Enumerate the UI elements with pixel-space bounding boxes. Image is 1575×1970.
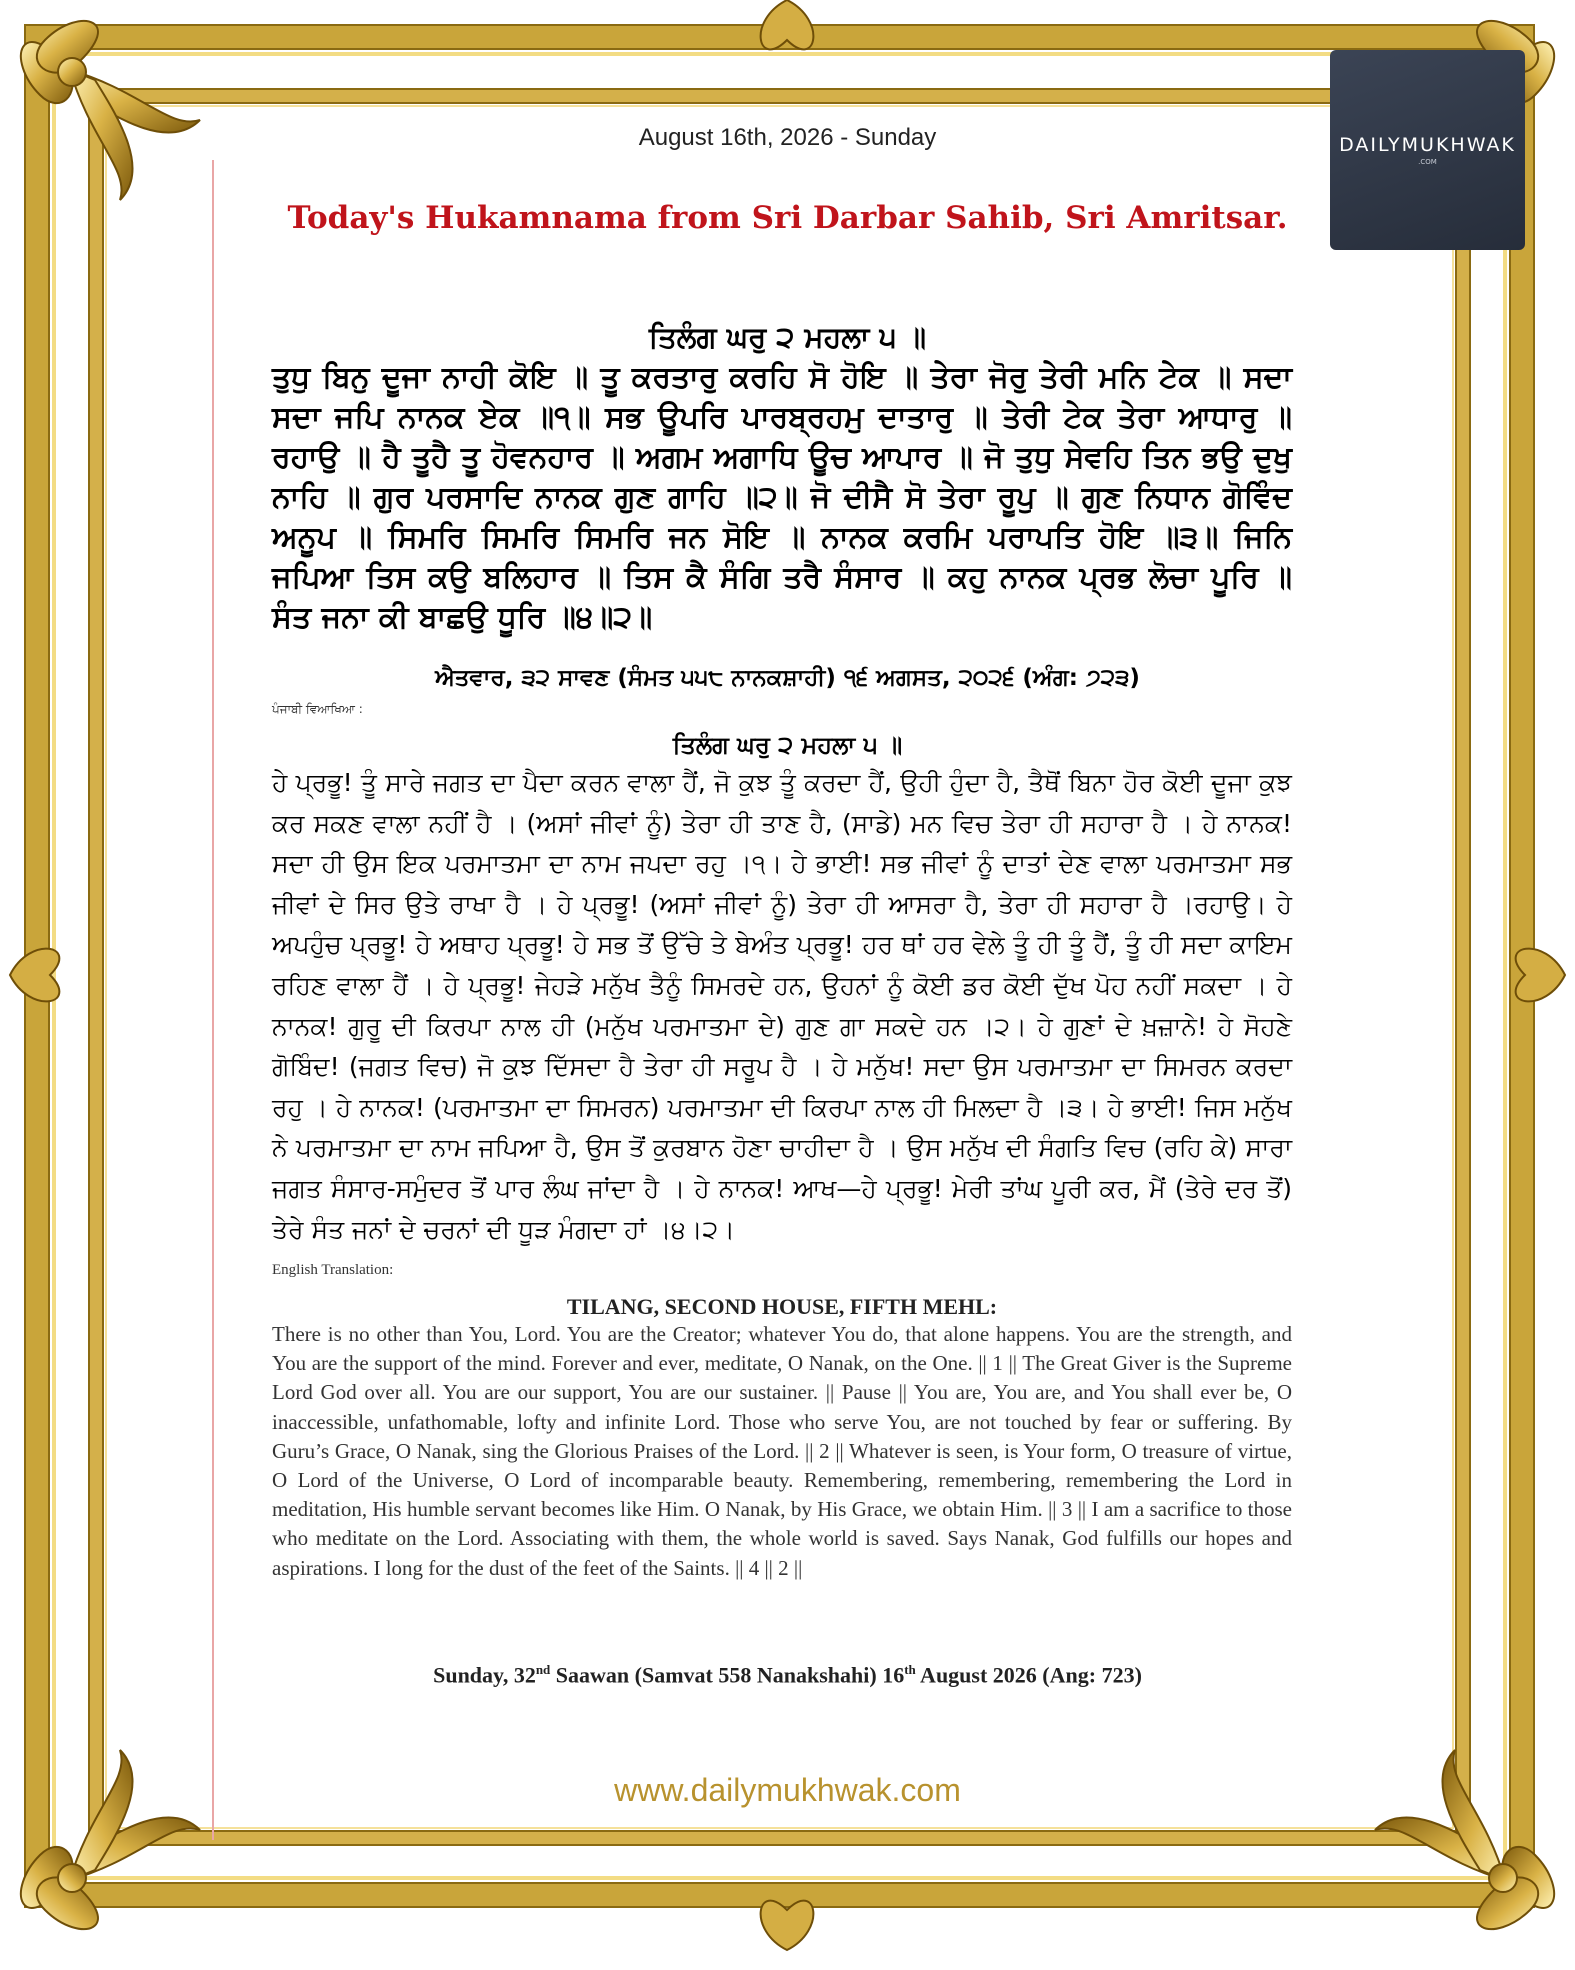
ordinal-suffix: th <box>904 1662 916 1677</box>
shabad-date: ਐਤਵਾਰ, ੩੨ ਸਾਵਣ (ਸੰਮਤ ੫੫੮ ਨਾਨਕਸ਼ਾਹੀ) ੧੬ ਅਗਸਤ, ੨੦੨੬ (ਅੰਗ: ੭੨੩) <box>435 665 1140 691</box>
english-translation-label: English Translation: <box>272 1262 394 1278</box>
side-ornament <box>727 0 847 100</box>
logo-subtext: .COM <box>1418 158 1437 166</box>
side-ornament <box>1465 915 1575 1035</box>
side-ornament <box>0 915 110 1035</box>
logo-text: DAILYMUKHWAK <box>1339 134 1516 156</box>
page-title: Today's Hukamnama from Sri Darbar Sahib, Sri Amritsar. <box>287 200 1288 236</box>
english-date <box>0 1662 1575 1688</box>
corner-bow-ornament <box>1325 1700 1575 1950</box>
vyakhya-heading: ਤਿਲੰਗ ਘਰੁ ੨ ਮਹਲਾ ੫ ॥ <box>672 731 903 759</box>
margin-rule <box>212 160 214 1840</box>
english-text: There is no other than You, Lord. You are the Creator; whatever You do, that alone happens. You are the strength, and You are the support of the mind. Forever and ever, meditate, O Nanak, on the One. || 1 || The Great Giver is the Supreme Lord God over all. You are our support, You are our sustainer. || Pause || You are, You are, and You shall ever be, O inaccessible, unfathomable, lofty and infinite Lord. Those who serve You, are not touched by fear or suffering. By Guru’s Grace, O Nanak, sing the Glorious Praises of the Lord. || 2 || Whatever is seen, is Your form, O treasure of virtue, O Lord of the Universe, O Lord of incomparable beauty. Remembering, remembering, remembering the Lord in meditation, His humble servant becomes like Him. O Nanak, by His Grace, we obtain Him. || 3 || I am a sacrifice to those who meditate on the Lord. Associating with them, the whole world is saved. Says Nanak, God fulfills our hopes and aspirations. I long for the dust of the feet of the Saints. || 4 || 2 || <box>272 1322 1292 1580</box>
corner-bow-ornament <box>0 1700 250 1950</box>
english-date-part: August 2026 (Ang: 723) <box>915 1662 1142 1688</box>
shabad-text: ਤੁਧੁ ਬਿਨੁ ਦੂਜਾ ਨਾਹੀ ਕੋਇ ॥ ਤੂ ਕਰਤਾਰੁ ਕਰਹਿ ਸੋ ਹੋਇ ॥ ਤੇਰਾ ਜੋਰੁ ਤੇਰੀ ਮਨਿ ਟੇਕ ॥ ਸਦਾ ਸਦਾ ਜਪਿ ਨਾਨਕ ਏਕ ॥੧॥ ਸਭ ਊਪਰਿ ਪਾਰਬ੍ਰਹਮੁ ਦਾਤਾਰੁ ॥ ਤੇਰੀ ਟੇਕ ਤੇਰਾ ਆਧਾਰੁ ॥ ਰਹਾਉ ॥ ਹੈ ਤੂਹੈ ਤੂ ਹੋਵਨਹਾਰ ॥ ਅਗਮ ਅਗਾਧਿ ਊਚ ਆਪਾਰ ॥ ਜੋ ਤੁਧੁ ਸੇਵਹਿ ਤਿਨ ਭਉ ਦੁਖੁ ਨਾਹਿ ॥ ਗੁਰ ਪਰਸਾਦਿ ਨਾਨਕ ਗੁਣ ਗਾਹਿ ॥੨॥ ਜੋ ਦੀਸੈ ਸੋ ਤੇਰਾ ਰੂਪੁ ॥ ਗੁਣ ਨਿਧਾਨ ਗੋਵਿੰਦ ਅਨੂਪ ॥ ਸਿਮਰਿ ਸਿਮਰਿ ਸਿਮਰਿ ਜਨ ਸੋਇ ॥ ਨਾਨਕ ਕਰਮਿ ਪਰਾਪਤਿ ਹੋਇ ॥੩॥ ਜਿਨਿ ਜਪਿਆ ਤਿਸ ਕਉ ਬਲਿਹਾਰ ॥ ਤਿਸ ਕੈ ਸੰਗਿ ਤਰੈ ਸੰਸਾਰ ॥ ਕਹੁ ਨਾਨਕ ਪ੍ਰਭ ਲੋਚਾ ਪੂਰਿ ॥ ਸੰਤ ਜਨਾ ਕੀ ਬਾਛਉ ਧੂਰਿ ॥੪॥੨॥ <box>272 360 1292 635</box>
vyakhya-text: ਹੇ ਪ੍ਰਭੂ! ਤੂੰ ਸਾਰੇ ਜਗਤ ਦਾ ਪੈਦਾ ਕਰਨ ਵਾਲਾ ਹੈਂ, ਜੋ ਕੁਝ ਤੂੰ ਕਰਦਾ ਹੈਂ, ਉਹੀ ਹੁੰਦਾ ਹੈ, ਤੈਥੋਂ ਬਿਨਾ ਹੋਰ ਕੋਈ ਦੂਜਾ ਕੁਝ ਕਰ ਸਕਣ ਵਾਲਾ ਨਹੀਂ ਹੈ । (ਅਸਾਂ ਜੀਵਾਂ ਨੂੰ) ਤੇਰਾ ਹੀ ਤਾਣ ਹੈ, (ਸਾਡੇ) ਮਨ ਵਿਚ ਤੇਰਾ ਹੀ ਸਹਾਰਾ ਹੈ । ਹੇ ਨਾਨਕ! ਸਦਾ ਹੀ ਉਸ ਇਕ ਪਰਮਾਤਮਾ ਦਾ ਨਾਮ ਜਪਦਾ ਰਹੁ ।੧। ਹੇ ਭਾਈ! ਸਭ ਜੀਵਾਂ ਨੂੰ ਦਾਤਾਂ ਦੇਣ ਵਾਲਾ ਪਰਮਾਤਮਾ ਸਭ ਜੀਵਾਂ ਦੇ ਸਿਰ ਉਤੇ ਰਾਖਾ ਹੈ । ਹੇ ਪ੍ਰਭੂ! (ਅਸਾਂ ਜੀਵਾਂ ਨੂੰ) ਤੇਰਾ ਹੀ ਆਸਰਾ ਹੈ, ਤੇਰਾ ਹੀ ਸਹਾਰਾ ਹੈ ।ਰਹਾਉ। ਹੇ ਅਪਹੁੰਚ ਪ੍ਰਭੂ! ਹੇ ਅਥਾਹ ਪ੍ਰਭੂ! ਹੇ ਸਭ ਤੋਂ ਉੱਚੇ ਤੇ ਬੇਅੰਤ ਪ੍ਰਭੂ! ਹਰ ਥਾਂ ਹਰ ਵੇਲੇ ਤੂੰ ਹੀ ਤੂੰ ਹੈਂ, ਤੂੰ ਹੀ ਸਦਾ ਕਾਇਮ ਰਹਿਣ ਵਾਲਾ ਹੈਂ । ਹੇ ਪ੍ਰਭੂ! ਜੇਹੜੇ ਮਨੁੱਖ ਤੈਨੂੰ ਸਿਮਰਦੇ ਹਨ, ਉਹਨਾਂ ਨੂੰ ਕੋਈ ਡਰ ਕੋਈ ਦੁੱਖ ਪੋਹ ਨਹੀਂ ਸਕਦਾ । ਹੇ ਨਾਨਕ! ਗੁਰੂ ਦੀ ਕਿਰਪਾ ਨਾਲ ਹੀ (ਮਨੁੱਖ ਪਰਮਾਤਮਾ ਦੇ) ਗੁਣ ਗਾ ਸਕਦੇ ਹਨ ।੨। ਹੇ ਗੁਣਾਂ ਦੇ ਖ਼ਜ਼ਾਨੇ! ਹੇ ਸੋਹਣੇ ਗੋਬਿੰਦ! (ਜਗਤ ਵਿਚ) ਜੋ ਕੁਝ ਦਿੱਸਦਾ ਹੈ ਤੇਰਾ ਹੀ ਸਰੂਪ ਹੈ । ਹੇ ਮਨੁੱਖ! ਸਦਾ ਉਸ ਪਰਮਾਤਮਾ ਦਾ ਸਿਮਰਨ ਕਰਦਾ ਰਹੁ । ਹੇ ਨਾਨਕ! (ਪਰਮਾਤਮਾ ਦਾ ਸਿਮਰਨ) ਪਰਮਾਤਮਾ ਦੀ ਕਿਰਪਾ ਨਾਲ ਹੀ ਮਿਲਦਾ ਹੈ ।੩। ਹੇ ਭਾਈ! ਜਿਸ ਮਨੁੱਖ ਨੇ ਪਰਮਾਤਮਾ ਦਾ ਨਾਮ ਜਪਿਆ ਹੈ, ਉਸ ਤੋਂ ਕੁਰਬਾਨ ਹੋਣਾ ਚਾਹੀਦਾ ਹੈ । ਉਸ ਮਨੁੱਖ ਦੀ ਸੰਗਤਿ ਵਿਚ (ਰਹਿ ਕੇ) ਸਾਰਾ ਜਗਤ ਸੰਸਾਰ-ਸਮੁੰਦਰ ਤੋਂ ਪਾਰ ਲੰਘ ਜਾਂਦਾ ਹੈ । ਹੇ ਨਾਨਕ! ਆਖ—ਹੇ ਪ੍ਰਭੂ! ਮੇਰੀ ਤਾਂਘ ਪੂਰੀ ਕਰ, ਮੈਂ (ਤੇਰੇ ਦਰ ਤੋਂ) ਤੇਰੇ ਸੰਤ ਜਨਾਂ ਦੇ ਚਰਨਾਂ ਦੀ ਧੂੜ ਮੰਗਦਾ ਹਾਂ ।੪।੨। <box>272 768 1292 1244</box>
ordinal-suffix: nd <box>535 1662 551 1677</box>
english-date-part: Saawan (Samvat 558 Nanakshahi) 16 <box>550 1662 905 1688</box>
shabad-heading: ਤਿਲੰਗ ਘਰੁ ੨ ਮਹਲਾ ੫ ॥ <box>648 320 927 354</box>
website-link[interactable]: www.dailymukhwak.com <box>614 1772 961 1808</box>
english-heading: TILANG, SECOND HOUSE, FIFTH MEHL: <box>566 1294 998 1319</box>
side-ornament <box>727 1850 847 1970</box>
punjabi-vyakhya-label: ਪੰਜਾਬੀ ਵਿਆਖਿਆ : <box>272 702 363 716</box>
english-date-part: Sunday, 32 <box>433 1662 536 1688</box>
header-date: August 16th, 2026 - Sunday <box>638 124 937 151</box>
